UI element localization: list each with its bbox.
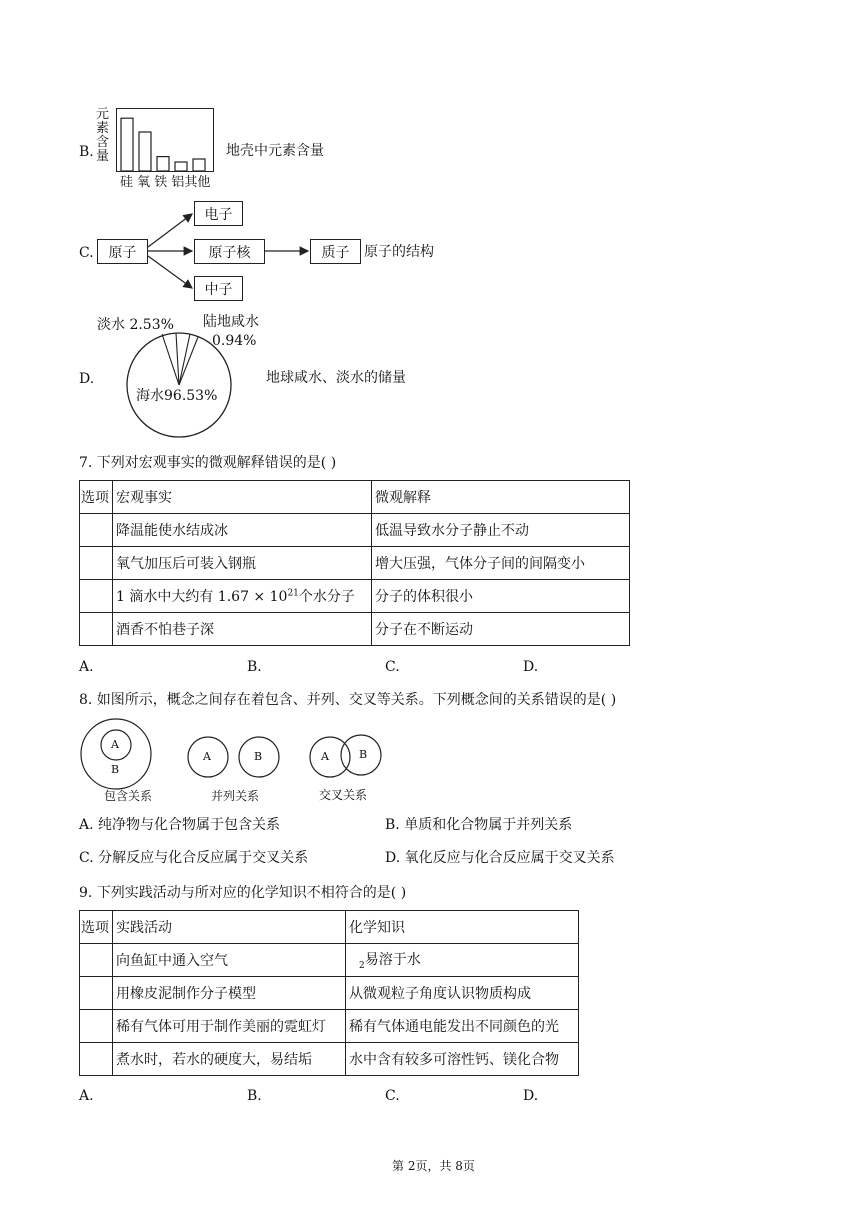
q9-knowledge-subscript: 2 xyxy=(359,960,365,971)
q9-row-knowledge: 稀有气体通电能发出不同颜色的光 xyxy=(346,1010,579,1043)
option-c-letter: C. xyxy=(79,245,94,261)
q9-choice-b: B. xyxy=(247,1088,262,1104)
q9-row-activity: 煮水时，若水的硬度大，易结垢 xyxy=(113,1043,346,1076)
q9-choice-a: A. xyxy=(79,1088,94,1104)
electron-box: 电子 xyxy=(194,201,243,226)
q8-option-a: A. 纯净物与化合物属于包含关系 xyxy=(79,817,281,833)
q9-stem: 9. 下列实践活动与所对应的化学知识不相符合的是( ) xyxy=(79,885,407,901)
pie-label-land-1: 陆地咸水 xyxy=(203,314,259,330)
table-row xyxy=(80,1010,579,1043)
q9-header-activity: 实践活动 xyxy=(113,911,346,944)
atom-box: 原子 xyxy=(97,239,148,264)
q7-fact-post: 个水分子 xyxy=(298,589,355,605)
q9-row-knowledge xyxy=(346,944,579,977)
page-footer: 第 2页，共 8页 xyxy=(392,1159,475,1173)
option-d-letter: D. xyxy=(79,371,95,387)
q7-fact-pre: 1 滴水中大约有 1.67 × 10 xyxy=(116,589,288,605)
inclusion-caption: 包含关系 xyxy=(104,789,153,803)
q9-row-option xyxy=(80,1043,113,1076)
pie-label-sea: 海水96.53% xyxy=(136,388,218,404)
q9-choice-c: C. xyxy=(385,1088,400,1104)
option-d-caption: 地球咸水、淡水的储量 xyxy=(266,370,406,386)
q9-header-knowledge: 化学知识 xyxy=(346,911,579,944)
intersection-circle-a xyxy=(310,737,350,777)
inclusion-label-a: A xyxy=(111,738,119,751)
chart-ylabel-3: 含 xyxy=(96,135,110,150)
q9-row-option xyxy=(80,977,113,1010)
q8-option-d: D. 氧化反应与化合反应属于交叉关系 xyxy=(385,850,615,866)
q9-header-row xyxy=(80,911,579,944)
q7-row-fact: 降温能使水结成冰 xyxy=(113,514,372,547)
nucleus-box: 原子核 xyxy=(194,239,265,264)
q7-choice-b: B. xyxy=(247,659,262,675)
q9-row-option xyxy=(80,1010,113,1043)
q7-row-explain: 分子在不断运动 xyxy=(372,613,630,646)
parallel-label-b: B xyxy=(254,750,263,763)
q7-choice-a: A. xyxy=(79,659,94,675)
chart-ylabel-4: 量 xyxy=(96,149,110,164)
option-b-letter: B. xyxy=(79,144,94,160)
q7-row-fact: 氧气加压后可装入钢瓶 xyxy=(113,547,372,580)
option-c-caption: 原子的结构 xyxy=(364,244,434,260)
q7-header-option: 选项 xyxy=(80,481,113,514)
q9-row-activity: 向鱼缸中通入空气 xyxy=(113,944,346,977)
pie-label-land-2: 0.94% xyxy=(212,333,257,349)
table-row xyxy=(80,1043,579,1076)
table-row xyxy=(80,977,579,1010)
q9-row-knowledge: 水中含有较多可溶性钙、镁化合物 xyxy=(346,1043,579,1076)
q9-knowledge-text: 易溶于水 xyxy=(364,952,421,969)
pie-label-fresh: 淡水 2.53% xyxy=(97,317,174,333)
q9-row-option xyxy=(80,944,113,977)
chart-category-labels: 硅 氧 铁 铝其他 xyxy=(120,175,211,190)
table-row xyxy=(80,944,579,977)
q9-header-option: 选项 xyxy=(80,911,113,944)
intersection-caption: 交叉关系 xyxy=(319,788,368,802)
q9-row-activity: 用橡皮泥制作分子模型 xyxy=(113,977,346,1010)
inclusion-label-b: B xyxy=(111,763,120,776)
q8-option-c: C. 分解反应与化合反应属于交叉关系 xyxy=(79,850,309,866)
q7-row-fact: 酒香不怕巷子深 xyxy=(113,613,372,646)
q7-fact-exponent: 21 xyxy=(287,588,299,599)
q9-table xyxy=(79,910,579,1076)
q9-row-activity: 稀有气体可用于制作美丽的霓虹灯 xyxy=(113,1010,346,1043)
q7-header-explain: 微观解释 xyxy=(372,481,630,514)
q8-option-b: B. 单质和化合物属于并列关系 xyxy=(385,817,573,833)
intersection-label-a: A xyxy=(321,750,329,763)
q7-row-explain: 分子的体积很小 xyxy=(372,580,630,613)
q9-row-knowledge: 从微观粒子角度认识物质构成 xyxy=(346,977,579,1010)
parallel-caption: 并列关系 xyxy=(211,789,260,803)
q7-row-explain: 增大压强，气体分子间的间隔变小 xyxy=(372,547,630,580)
chart-ylabel-2: 素 xyxy=(96,121,110,136)
q7-choice-d: D. xyxy=(523,659,539,675)
option-b-caption: 地壳中元素含量 xyxy=(226,143,324,159)
intersection-label-b: B xyxy=(359,748,368,761)
q8-stem: 8. 如图所示，概念之间存在着包含、并列、交叉等关系。下列概念间的关系错误的是( ) xyxy=(79,692,617,708)
q7-choice-c: C. xyxy=(385,659,400,675)
chart-ylabel-1: 元 xyxy=(96,107,110,122)
q9-choice-d: D. xyxy=(523,1088,539,1104)
q7-row-explain: 低温导致水分子静止不动 xyxy=(372,514,630,547)
neutron-box: 中子 xyxy=(194,276,243,301)
q7-header-fact: 宏观事实 xyxy=(113,481,372,514)
q7-stem: 7. 下列对宏观事实的微观解释错误的是( ) xyxy=(79,455,337,471)
proton-box: 质子 xyxy=(310,239,361,264)
parallel-label-a: A xyxy=(203,750,211,763)
